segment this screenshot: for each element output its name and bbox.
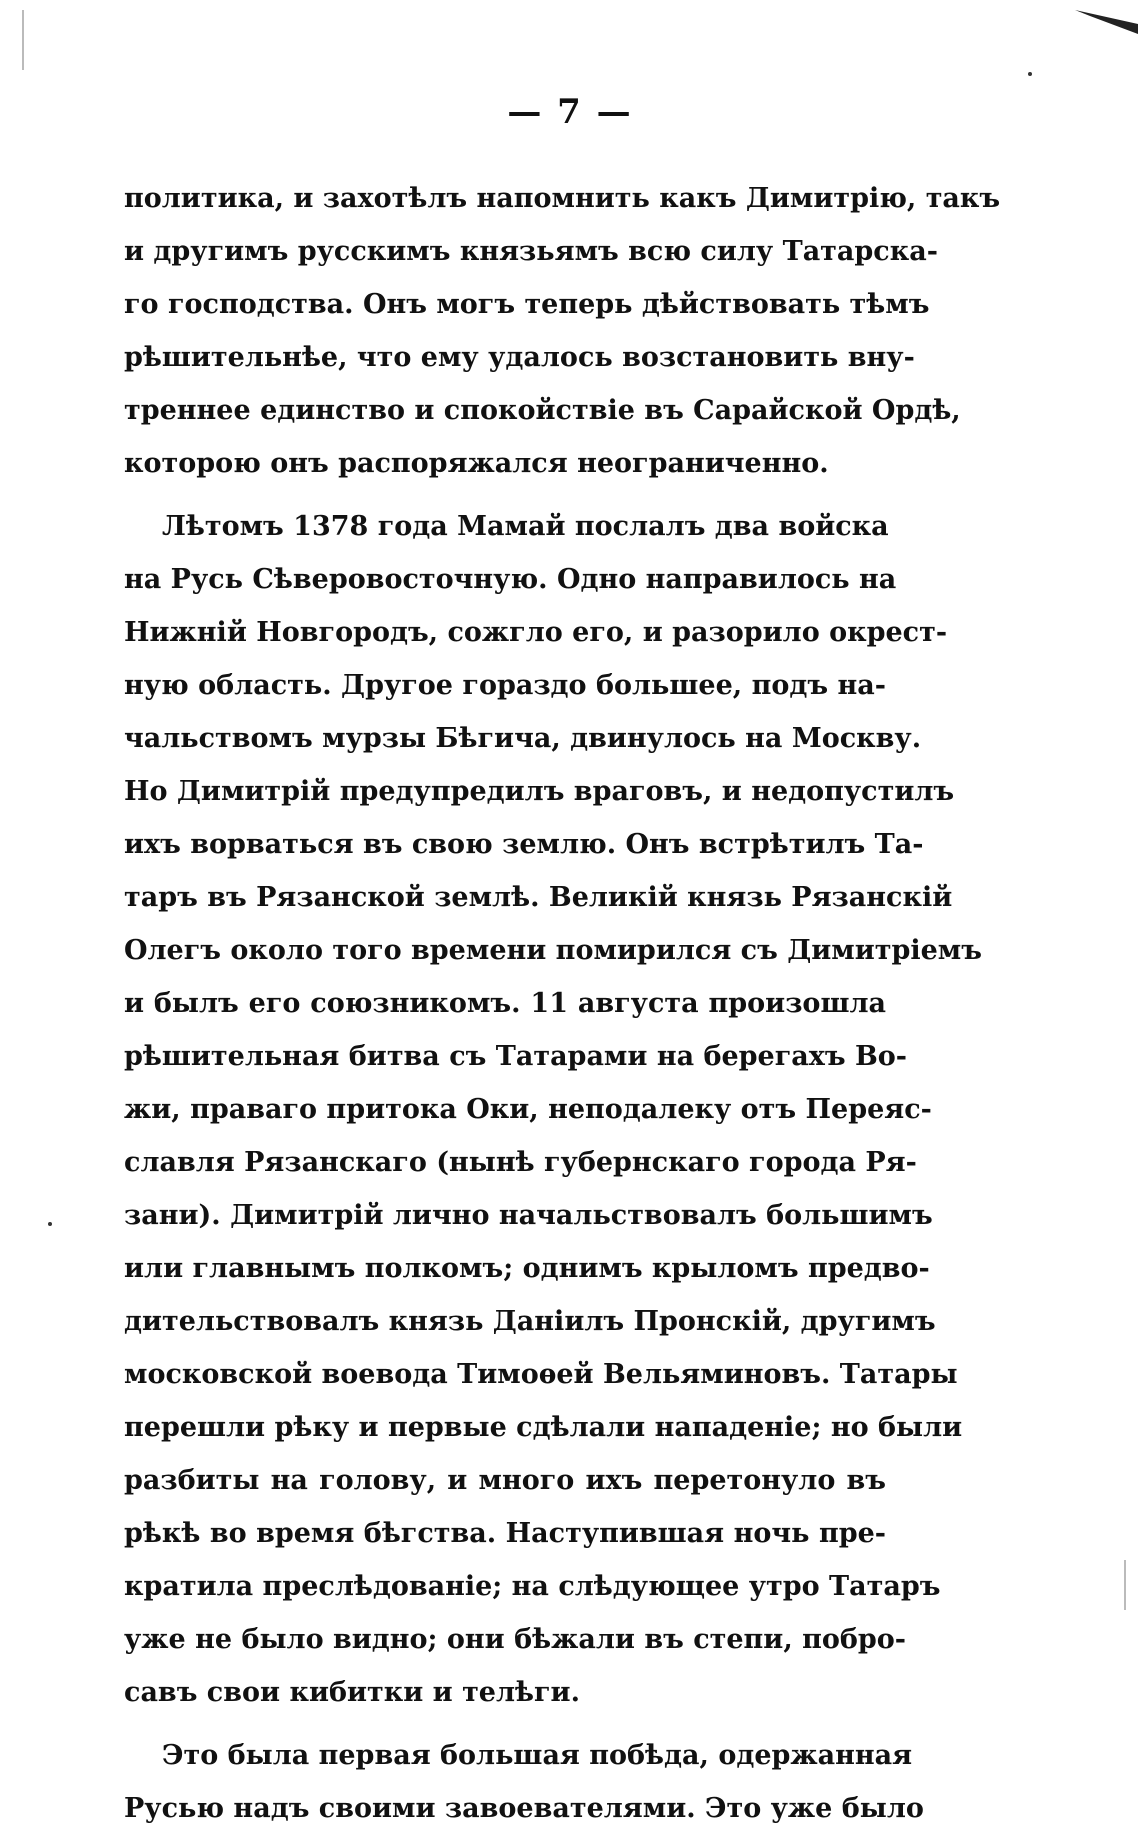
text-line: Но Димитрій предупредилъ враговъ, и недопустилъ	[124, 776, 955, 807]
text-line: кратила преслѣдованіе; на слѣдующее утро Татаръ	[124, 1571, 941, 1602]
text-line: го господства. Онъ могъ теперь дѣйствовать тѣмъ	[124, 289, 930, 320]
text-line: и другимъ русскимъ князьямъ всю силу Татарска-	[124, 236, 938, 267]
text-line: Русью надъ своими завоевателями. Это уже было	[124, 1793, 924, 1824]
text-line: на Русь Сѣверовосточную. Одно направилось на	[124, 564, 897, 595]
text-line: дительствовалъ князь Даніилъ Пронскій, другимъ	[124, 1306, 936, 1337]
text-line: или главнымъ полкомъ; однимъ крыломъ предво-	[124, 1253, 930, 1284]
text-line: Нижній Новгородъ, сожгло его, и разорило окрест-	[124, 617, 948, 648]
text-line: треннее единство и спокойствіе въ Сарайской Ордѣ,	[124, 395, 961, 426]
text-line: рѣкѣ во время бѣгства. Наступившая ночь пре-	[124, 1518, 886, 1549]
text-line: политика, и захотѣлъ напомнить какъ Димитрію, такъ	[124, 183, 1001, 214]
text-line: перешли рѣку и первые сдѣлали нападеніе; но были	[124, 1412, 963, 1443]
text-line: рѣшительная битва съ Татарами на берегахъ Во-	[124, 1041, 907, 1072]
text-line: чальствомъ мурзы Бѣгича, двинулось на Москву.	[124, 723, 922, 754]
scan-edge-mark-left	[22, 10, 24, 70]
paragraph-gap	[124, 490, 886, 500]
text-line: зани). Димитрій лично начальствовалъ большимъ	[124, 1200, 933, 1231]
text-line: жи, праваго притока Оки, неподалеку отъ Переяс-	[124, 1094, 932, 1125]
text-line: московской воевода Тимоѳей Вельяминовъ. Татары	[124, 1359, 958, 1390]
text-line: таръ въ Рязанской землѣ. Великій князь Рязанскій	[124, 882, 953, 913]
page-number: — 7 —	[507, 92, 633, 132]
text-line: Олегъ около того времени помирился съ Димитріемъ	[124, 935, 982, 966]
text-line: славля Рязанскаго (нынѣ губернскаго города Ря-	[124, 1147, 917, 1178]
text-line: и былъ его союзникомъ. 11 августа произошла	[124, 988, 886, 1019]
text-line: ихъ ворваться въ свою землю. Онъ встрѣтилъ Та-	[124, 829, 924, 860]
text-line: Лѣтомъ 1378 года Мамай послалъ два войска	[162, 511, 889, 542]
body-text	[124, 172, 1001, 1835]
scan-speck	[1028, 72, 1032, 76]
scan-corner-mark	[1070, 6, 1140, 36]
text-line: савъ свои кибитки и телѣги.	[124, 1677, 580, 1708]
text-line: ную область. Другое гораздо большее, подъ на-	[124, 670, 886, 701]
text-line: разбиты на голову, и много ихъ перетонуло въ	[124, 1465, 886, 1496]
scan-edge-mark-right	[1124, 1560, 1126, 1610]
scan-speck	[48, 1222, 52, 1226]
text-line: рѣшительнѣе, что ему удалось возстановить вну-	[124, 342, 915, 373]
text-line: Это была первая большая побѣда, одержанная	[162, 1740, 913, 1771]
text-line: уже не было видно; они бѣжали въ степи, побро-	[124, 1624, 906, 1655]
text-line: которою онъ распоряжался неограниченно.	[124, 448, 829, 479]
paragraph-gap	[124, 1719, 886, 1729]
